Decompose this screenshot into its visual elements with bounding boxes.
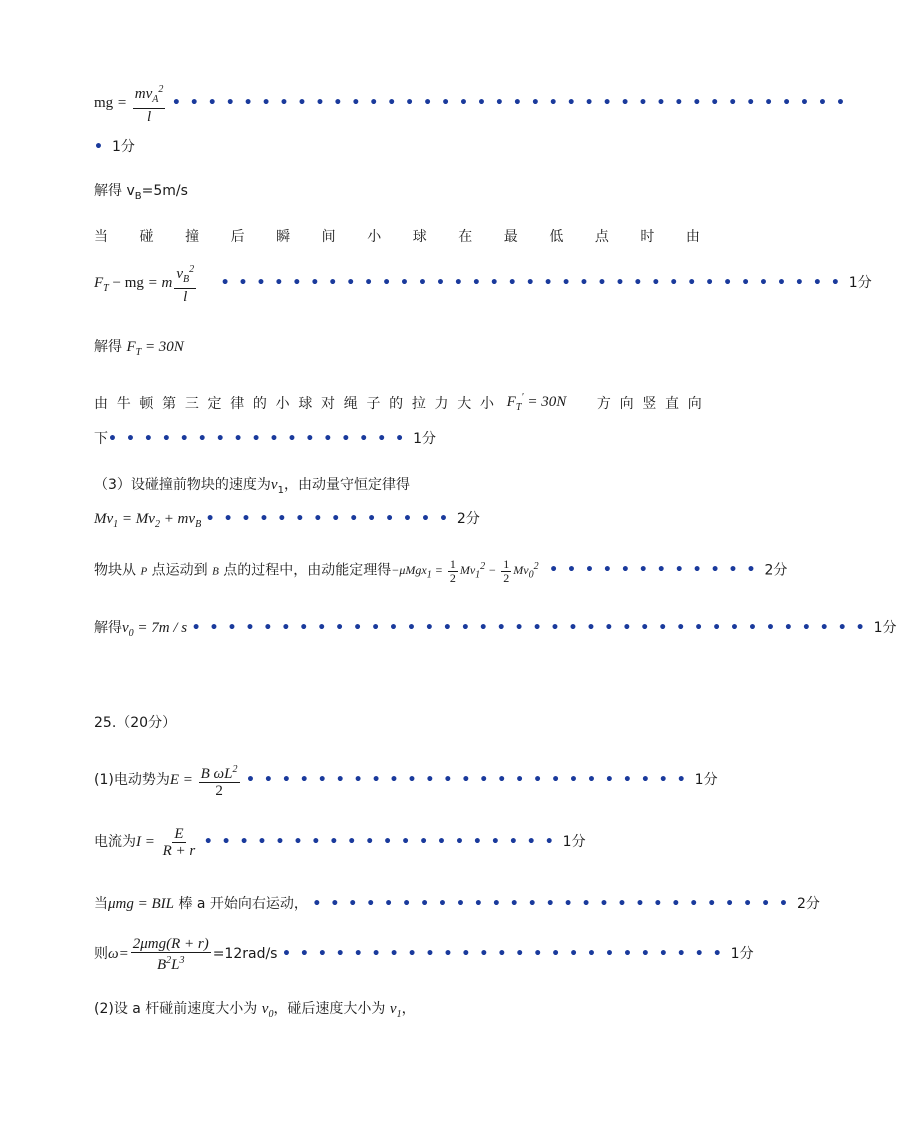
momentum-equation-line (94, 508, 480, 530)
score: 1分 (873, 620, 897, 636)
dot-leader: •••••••••••••• (205, 511, 457, 527)
score-line-1: •1分 (94, 139, 135, 155)
newton-third-law-line: 由 牛 顿 第 三 定 律 的 小 球 对 绳 子 的 拉 力 大 小 $F_T' = 30N$ 方 向 竖 直 向 (94, 392, 702, 413)
dot-leader: •••••••••••••••••••••••••••••••••••••• (171, 94, 854, 111)
score: 1分 (848, 274, 872, 291)
formula-emf: E = $\frac{B \omega L^2}{2}$ (169, 764, 238, 799)
solution-line-v0: 解得$v_0 = 7m / s$ ••••••••••••••••••••••••••••••••••••••1分 (94, 620, 897, 639)
dot-leader: ••••••••••••••••• (108, 431, 414, 447)
angular-velocity-line: 则ω= $\frac{\text{2μmg(R + r)}}{B^2L^3}$ =12rad/s •••••••••••••••••••••••••1分 (94, 936, 754, 973)
dot-leader: ••••••••••••••••••••••••••• (312, 896, 797, 912)
formula-current: I = $\frac{E}{R + r}$ (136, 826, 196, 859)
dot-leader: ••••••••••••••••••••••••• (281, 945, 731, 962)
dot-leader: ••••••••••••••••••••••••• (245, 771, 695, 788)
score: 2分 (764, 562, 788, 579)
part2-intro: (2)设 a 杆碰前速度大小为 $v_0$，碰后速度大小为 $v_1$， (94, 1001, 416, 1020)
dot-leader: •••••••••••• (549, 562, 765, 579)
spread-text-line: 当 碰 撞 后 瞬 间 小 球 在 最 低 点 时 由 (94, 229, 700, 245)
score: 1分 (562, 833, 586, 850)
score: 1分 (730, 945, 754, 962)
score: 2分 (796, 896, 820, 912)
score: 1分 (413, 431, 437, 447)
part3-intro: （3）设碰撞前物块的速度为$v_1$，由动量守恒定律得 (94, 477, 410, 496)
formula-momentum: $Mv_1 = Mv_2 + mv_B$ (94, 511, 202, 530)
score: 1分 (694, 771, 718, 788)
solution-line-ft: 解得 $F_T = 30N$ (94, 339, 184, 358)
dot-leader: ••••••••••••••••••••••••••••••••••• (220, 274, 849, 291)
current-line: 电流为I = $\frac{E}{R + r}$ ••••••••••••••••••••1分 (94, 826, 586, 859)
emf-line: (1)电动势为E = $\frac{B \omega L^2}{2}$ •••••••••••••••••••••••••1分 (94, 764, 718, 799)
dot-leader: •••••••••••••••••••• (203, 833, 563, 850)
motion-condition-line: 当μmg = BIL 棒 a 开始向右运动， •••••••••••••••••••••••••••2分 (94, 896, 820, 912)
formula-tension: $F_T$ − mg = m $\frac{v_B^2}{l}$ (94, 264, 195, 305)
score: 2分 (456, 511, 480, 527)
formula-energy: −μMgx$_1$ = $\frac{1}{2}$ $Mv_1^2$ − $\frac{1}{2}$ $Mv_0^2$ (391, 557, 539, 585)
score: 1分 (111, 139, 135, 155)
equation-line-tension (94, 262, 872, 305)
formula-omega: ω= $\frac{\text{2μmg(R + r)}}{B^2L^3}$ (108, 936, 209, 973)
question-25-heading: 25.（20分） (94, 715, 177, 731)
formula-mg: mg = $\frac{mv_A^2}{l}$ (94, 84, 164, 125)
solution-line-vb: 解得 $v_B=5m/s$ (94, 183, 188, 202)
equation-line-1 (94, 82, 854, 125)
energy-theorem-line: 物块从 P 点运动到 B 点的过程中，由动能定理得−μMgx$_1$ = $\frac{1}{2}$ $Mv_1^2$ − $\frac{1}{2}$ $Mv_0^2$ ••••••••••••2分 (94, 557, 788, 585)
dot-leader: •••••••••••••••••••••••••••••••••••••• (191, 620, 874, 636)
continuation-line: 下•••••••••••••••••1分 (94, 431, 437, 447)
formula-condition: μmg = BIL (108, 896, 174, 912)
